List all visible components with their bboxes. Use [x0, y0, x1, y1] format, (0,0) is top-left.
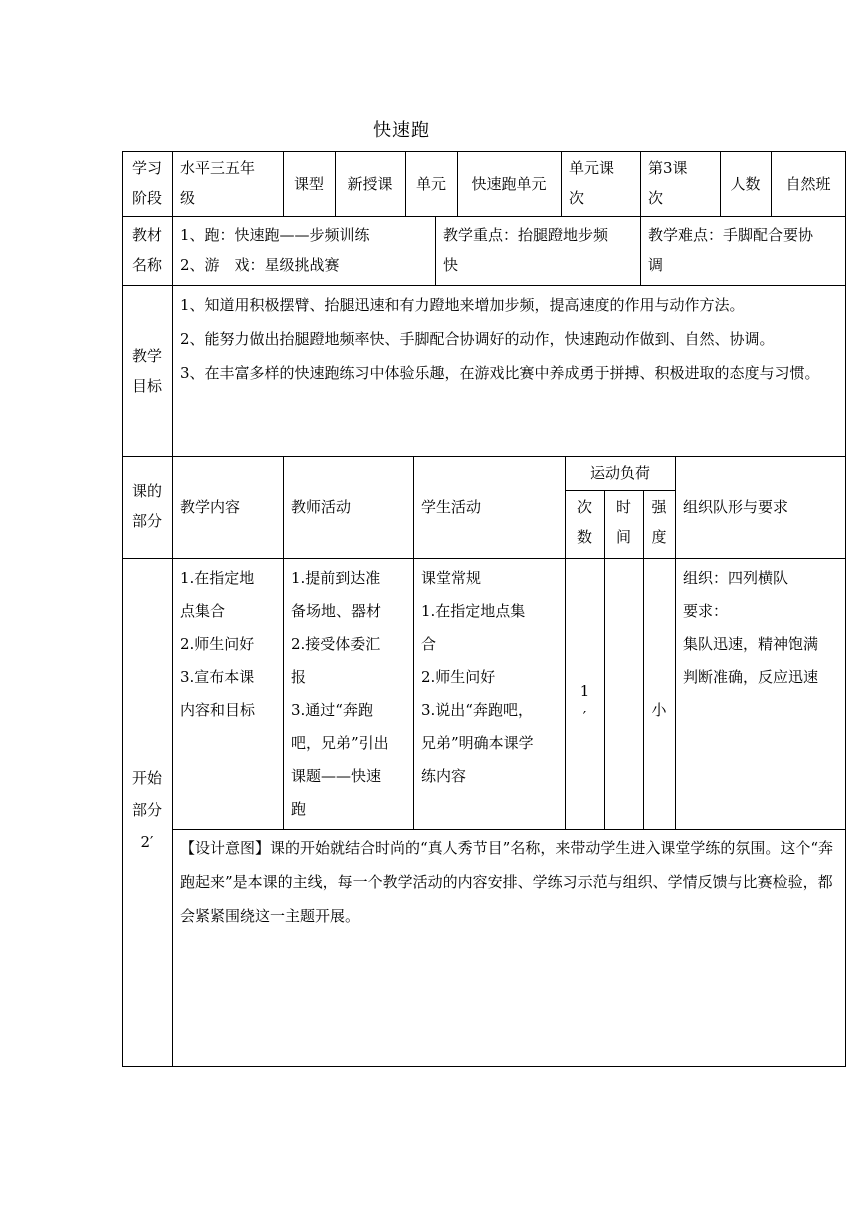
page-title: 快速跑 — [373, 120, 430, 141]
header-load: 运动负荷 — [589, 464, 650, 482]
objective-item: 3、在丰富多样的快速跑练习中体验乐趣，在游戏比赛中养成勇于拼搏、积极进取的态度与习惯。 — [180, 364, 820, 382]
table-line — [565, 490, 675, 491]
table-line — [122, 1066, 846, 1067]
key-point: 教学重点：抬腿蹬地步频 快 — [443, 226, 609, 274]
table-line — [845, 151, 846, 1067]
material-content: 1、跑：快速跑——步频训练 2、游 戏：星级挑战赛 — [180, 226, 370, 274]
stage-label: 学习 阶段 — [131, 159, 162, 207]
start-part: 开始 部分 2′ — [131, 769, 162, 851]
objective-item: 1、知道用积极摆臂、抬腿迅速和有力蹬地来增加步频，提高速度的作用与动作方法。 — [180, 296, 745, 314]
objectives-label: 教学 目标 — [131, 347, 162, 395]
header-org: 组织队形与要求 — [683, 498, 789, 516]
header-part: 课的 部分 — [131, 482, 162, 530]
difficulty: 教学难点：手脚配合要协 调 — [648, 226, 814, 274]
table-line — [122, 285, 846, 286]
count-label: 单元课 次 — [569, 159, 615, 207]
unit-label: 单元 — [415, 175, 446, 193]
objective-item: 2、能努力做出抬腿蹬地频率快、手脚配合协调好的动作，快速跑动作做到、自然、协调。 — [180, 330, 775, 348]
start-teacher: 1.提前到达准 备场地、器材 2.接受体委汇 报 3.通过“奔跑 吧，兄弟”引出 课题——快速 跑 — [291, 569, 389, 818]
people-label: 人数 — [730, 175, 761, 193]
table-line — [122, 151, 123, 1067]
header-teacher: 教师活动 — [291, 498, 352, 516]
start-student: 课堂常规 1.在指定地点集 合 2.师生问好 3.说出“奔跑吧， 兄弟”明确本课学 练内容 — [421, 569, 534, 785]
people-value: 自然班 — [785, 175, 831, 193]
table-line — [172, 829, 846, 830]
start-content: 1.在指定地 点集合 2.师生问好 3.宣布本课 内容和目标 — [180, 569, 256, 719]
table-line — [122, 151, 846, 152]
design-intent: 【设计意图】课的开始就结合时尚的“真人秀节目”名称，来带动学生进入课堂学练的氛围。这个“奔跑起来”是本课的主线，每一个教学活动的内容安排、学练习示范与组织、学情反馈与比赛检验，都会紧紧围绕这一主题开展。 — [180, 839, 834, 925]
type-value: 新授课 — [347, 175, 393, 193]
table-line — [122, 216, 846, 217]
start-times: 1 ′ — [579, 682, 590, 726]
objectives-list — [172, 288, 845, 390]
table-line — [122, 456, 846, 457]
start-intensity: 小 — [651, 701, 667, 719]
count-value: 第3课 次 — [648, 159, 688, 207]
type-label: 课型 — [293, 175, 324, 193]
unit-value: 快速跑单元 — [471, 175, 547, 193]
stage-value: 水平三五年 级 — [180, 159, 256, 207]
header-student: 学生活动 — [421, 498, 482, 516]
start-org: 组织：四列横队 要求： 集队迅速，精神饱满 判断准确，反应迅速 — [683, 569, 819, 686]
header-content: 教学内容 — [180, 498, 241, 516]
header-time: 时 间 — [615, 498, 631, 546]
header-intensity: 强 度 — [651, 498, 667, 546]
table-line — [122, 558, 846, 559]
material-label: 教材 名称 — [131, 226, 162, 274]
header-times: 次 数 — [576, 498, 592, 546]
